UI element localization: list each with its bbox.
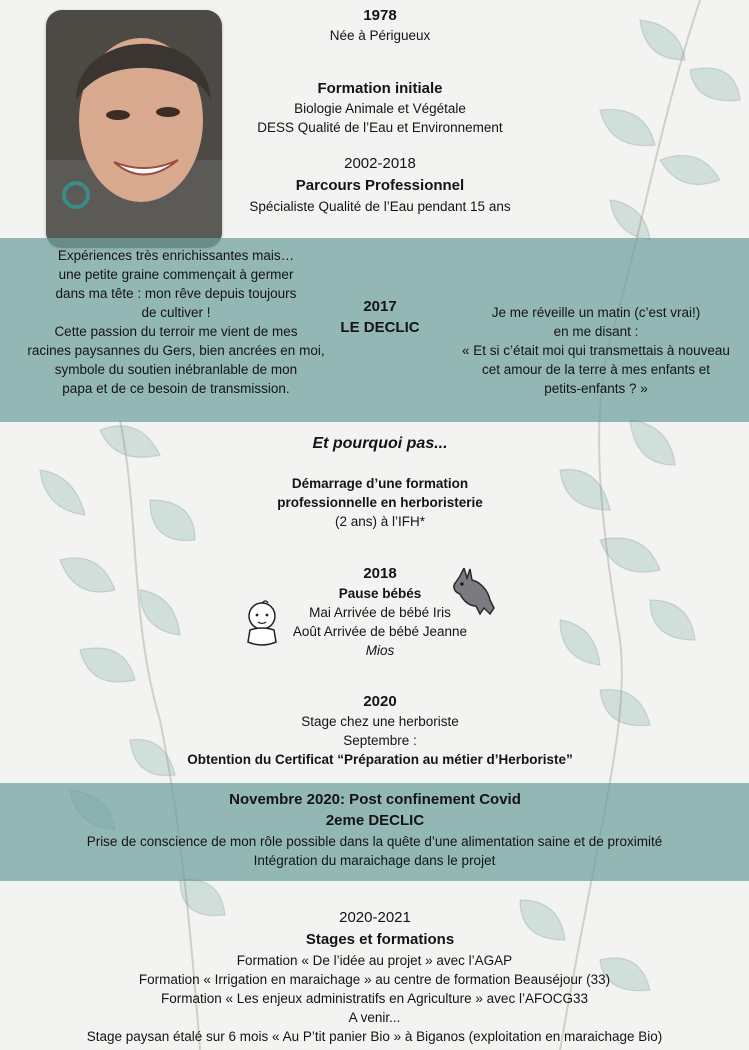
stages-line-1: Formation « De l’idée au projet » avec l’AGAP	[236, 953, 513, 968]
y2020-line-2: Septembre :	[343, 733, 417, 748]
career-title: Parcours Professionnel	[295, 177, 465, 194]
covid-title: Novembre 2020: Post confinement Covid	[229, 791, 521, 808]
why-title: Et pourquoi pas...	[312, 435, 448, 452]
career-line: Spécialiste Qualité de l’Eau pendant 15 ans	[249, 199, 511, 214]
declic-left-text: Expériences très enrichissantes mais… une petite graine commençait à germer dans ma tête : mon rêve depuis toujours de cultiver ! Cette passion du terroir me vient de mes racines paysannes du Gers, bien ancrées en moi, symbole du soutien inébranlable de mon papa et de ce besoin de transmission.	[27, 248, 325, 396]
birth-place: Née à Périgueux	[329, 28, 431, 43]
covid-subtitle: 2eme DECLIC	[325, 812, 425, 829]
baby-icon	[244, 600, 280, 648]
y2020-year: 2020	[363, 693, 397, 710]
covid-line-2: Intégration du maraichage dans le projet	[253, 853, 496, 868]
covid-line-1: Prise de conscience de mon rôle possible dans la quête d’une alimentation saine et de proximité	[86, 834, 663, 849]
stages-line-2: Formation « Irrigation en maraichage » au centre de formation Beauséjour (33)	[138, 972, 611, 987]
baby-jeanne-line: Août Arrivée de bébé Jeanne	[292, 624, 468, 639]
portrait-photo	[46, 10, 222, 248]
babies-year: 2018	[363, 565, 397, 582]
why-bold-2: professionnelle en herboristerie	[277, 495, 483, 510]
formation-title: Formation initiale	[317, 80, 443, 97]
stages-line-5: Stage paysan étalé sur 6 mois « Au P’tit panier Bio » à Biganos (exploitation en maraichage Bio)	[86, 1029, 663, 1044]
stages-line-4: A venir...	[348, 1010, 401, 1025]
why-line: (2 ans) à l’IFH*	[334, 514, 426, 529]
certificate-line: Obtention du Certificat “Préparation au métier d’Herboriste”	[187, 752, 573, 767]
stages-line-3: Formation « Les enjeux administratifs en Agriculture » avec l’AFOCG33	[161, 991, 588, 1006]
formation-line-1: Biologie Animale et Végétale	[294, 101, 466, 116]
declic-right-text: Je me réveille un matin (c’est vrai!) en me disant : « Et si c’était moi qui transmettais à nouveau cet amour de la terre à mes enfants et petits-enfants ? »	[462, 305, 730, 396]
stages-years: 2020-2021	[339, 909, 411, 926]
y2020-line-1: Stage chez une herboriste	[301, 714, 459, 729]
formation-line-2: DESS Qualité de l’Eau et Environnement	[257, 120, 503, 135]
stages-title: Stages et formations	[305, 931, 455, 948]
donkey-icon	[450, 568, 496, 620]
declic-title: LE DECLIC	[340, 319, 420, 336]
birth-year: 1978	[363, 7, 397, 24]
career-years: 2002-2018	[344, 155, 416, 172]
babies-title: Pause bébés	[338, 586, 422, 601]
mios-label: Mios	[365, 643, 395, 658]
why-bold-1: Démarrage d’une formation	[291, 476, 469, 491]
baby-iris-line: Mai Arrivée de bébé Iris	[309, 605, 451, 620]
declic-year: 2017	[363, 298, 397, 315]
